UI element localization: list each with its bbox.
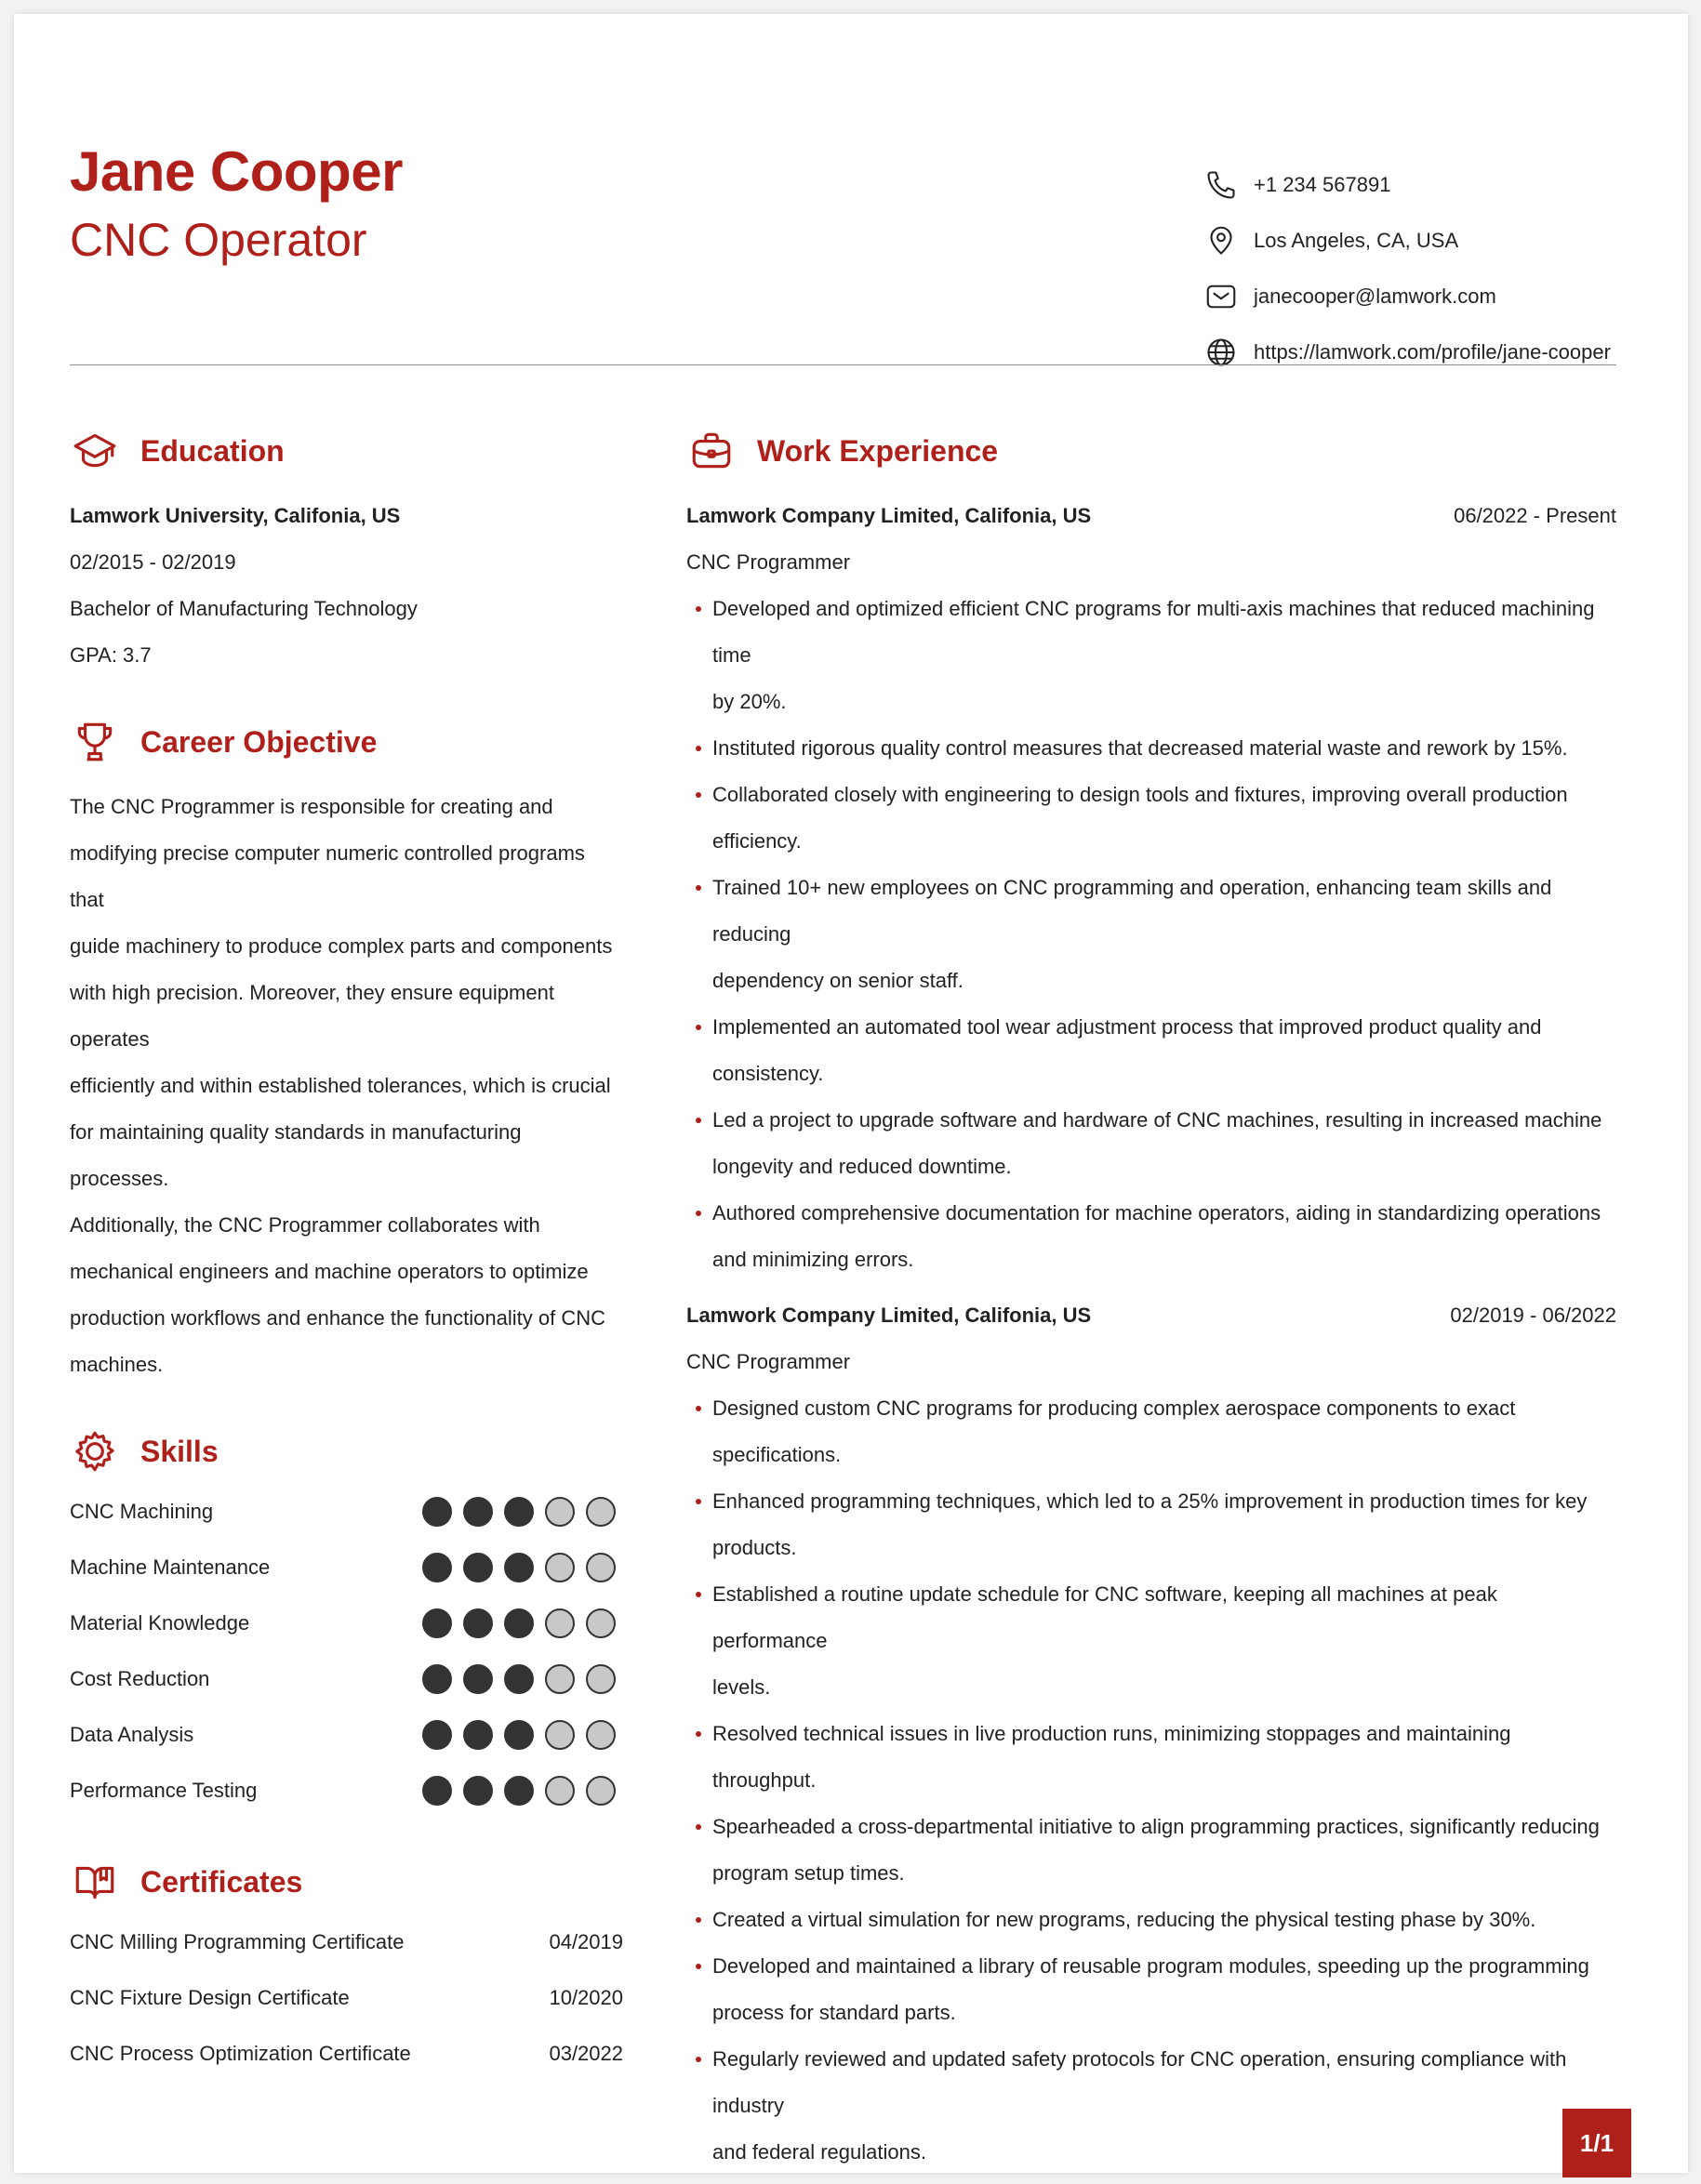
objective-line: Additionally, the CNC Programmer collaborates with [70, 1213, 540, 1237]
objective-line: efficiently and within established tolerances, which is crucial [70, 1074, 611, 1097]
certificate-date: 04/2019 [549, 1930, 623, 1953]
job-bullet [686, 725, 1616, 772]
job-bullets [686, 1385, 1616, 2176]
job-bullet-line: dependency on senior staff. [712, 969, 963, 992]
job-header [686, 493, 1616, 539]
candidate-title: CNC Operator [70, 214, 367, 266]
skill-name: Material Knowledge [70, 1611, 250, 1635]
skill-name: CNC Machining [70, 1500, 214, 1523]
education-degree: Bachelor of Manufacturing Technology [70, 597, 418, 620]
job-bullet-line: Trained 10+ new employees on CNC programming and operation, enhancing team skills and reducing [712, 876, 1552, 946]
graduation-cap-icon [70, 426, 120, 476]
rating-dot-filled [463, 1553, 493, 1582]
education-dates: 02/2015 - 02/2019 [70, 550, 236, 574]
skill-rating [422, 1553, 616, 1582]
certificate-row [70, 1970, 623, 2026]
skills-title: Skills [140, 1434, 219, 1468]
objective-line: modifying precise computer numeric controlled programs that [70, 841, 585, 911]
rating-dot-empty [545, 1497, 575, 1527]
job-bullet-line: longevity and reduced downtime. [712, 1155, 1012, 1178]
rating-dot-empty [545, 1608, 575, 1638]
candidate-name: Jane Cooper [70, 140, 403, 203]
certificate-name: CNC Fixture Design Certificate [70, 1986, 350, 2009]
skill-row [70, 1651, 623, 1707]
certificates-heading [70, 1854, 623, 1910]
skill-name: Performance Testing [70, 1779, 258, 1802]
contact-email-text[interactable]: janecooper@lamwork.com [1254, 285, 1496, 308]
page-indicator: 1/1 [1562, 2109, 1631, 2177]
contact-phone-text[interactable]: +1 234 567891 [1254, 173, 1391, 196]
trophy-icon [70, 717, 120, 767]
certificate-row [70, 1914, 623, 1970]
job-bullet-line: Developed and optimized efficient CNC programs for multi-axis machines that reduced machining time [712, 597, 1595, 667]
job-bullet [686, 1478, 1616, 1571]
job-bullet [686, 1190, 1616, 1283]
skill-rating [422, 1608, 616, 1638]
job-bullet-line: levels. [712, 1675, 771, 1699]
contact-location [1203, 213, 1640, 269]
rating-dot-filled [422, 1720, 452, 1750]
contact-list [1203, 157, 1640, 380]
job-bullet-line: consistency. [712, 1062, 824, 1085]
skill-rating [422, 1497, 616, 1527]
skill-row [70, 1763, 623, 1819]
rating-dot-empty [586, 1720, 616, 1750]
job-bullet-line: process for standard parts. [712, 2001, 956, 2024]
certificate-date: 03/2022 [549, 2042, 623, 2065]
job-bullet [686, 1097, 1616, 1190]
rating-dot-empty [586, 1608, 616, 1638]
objective-line: machines. [70, 1353, 164, 1376]
objective-line: guide machinery to produce complex parts and components [70, 934, 613, 958]
job-bullet [686, 772, 1616, 865]
skill-row [70, 1707, 623, 1763]
phone-icon [1203, 166, 1240, 204]
right-column [686, 423, 1616, 2176]
jobs-list [686, 493, 1616, 2176]
education-heading [70, 423, 623, 479]
job-entry [686, 493, 1616, 1283]
education-school: Lamwork University, Califonia, US [70, 504, 401, 527]
job-bullet-line: Implemented an automated tool wear adjustment process that improved product quality and [712, 1015, 1542, 1039]
rating-dot-empty [586, 1497, 616, 1527]
job-bullet [686, 1385, 1616, 1478]
header-divider [70, 364, 1616, 365]
rating-dot-filled [422, 1553, 452, 1582]
globe-icon [1203, 334, 1240, 371]
job-dates: 02/2019 - 06/2022 [1450, 1304, 1616, 1327]
objective-line: production workflows and enhance the functionality of CNC [70, 1306, 605, 1330]
job-bullet-line: Spearheaded a cross-departmental initiative to align programming practices, significantly reducing [712, 1815, 1600, 1838]
job-bullet-line: specifications. [712, 1443, 842, 1466]
job-header [686, 1292, 1616, 1339]
gear-icon [70, 1426, 120, 1476]
job-bullet [686, 2036, 1616, 2176]
contact-email [1203, 269, 1640, 324]
job-bullet [686, 1711, 1616, 1804]
objective-line: for maintaining quality standards in manufacturing processes. [70, 1120, 522, 1190]
contact-website [1203, 324, 1640, 380]
rating-dot-filled [504, 1608, 534, 1638]
rating-dot-empty [545, 1664, 575, 1694]
contact-website-text[interactable]: https://lamwork.com/profile/jane-cooper [1254, 340, 1611, 364]
rating-dot-filled [422, 1497, 452, 1527]
job-bullet-line: Resolved technical issues in live production runs, minimizing stoppages and maintaining throughput. [712, 1722, 1511, 1792]
certificate-date: 10/2020 [549, 1986, 623, 2009]
job-bullet [686, 1943, 1616, 2036]
job-bullet-line: products. [712, 1536, 797, 1559]
rating-dot-filled [463, 1497, 493, 1527]
skill-rating [422, 1664, 616, 1694]
skill-rating [422, 1776, 616, 1806]
skills-list [70, 1484, 623, 1819]
job-bullets [686, 586, 1616, 1283]
job-bullet-line: by 20%. [712, 690, 787, 713]
rating-dot-filled [463, 1664, 493, 1694]
rating-dot-filled [422, 1608, 452, 1638]
skill-row [70, 1540, 623, 1595]
objective-line: The CNC Programmer is responsible for creating and [70, 795, 553, 818]
open-book-icon [70, 1857, 120, 1907]
job-bullet [686, 1804, 1616, 1897]
rating-dot-empty [545, 1776, 575, 1806]
email-icon [1203, 278, 1240, 315]
rating-dot-filled [504, 1776, 534, 1806]
skill-rating [422, 1720, 616, 1750]
certificate-row [70, 2026, 623, 2082]
rating-dot-empty [586, 1776, 616, 1806]
job-bullet-line: Designed custom CNC programs for producing complex aerospace components to exact [712, 1396, 1516, 1420]
skills-heading [70, 1423, 623, 1479]
certificates-title: Certificates [140, 1864, 303, 1899]
left-column [70, 423, 623, 2082]
job-dates: 06/2022 - Present [1454, 504, 1616, 527]
job-bullet [686, 586, 1616, 725]
job-role: CNC Programmer [686, 550, 851, 574]
job-bullet-line: Authored comprehensive documentation for machine operators, aiding in standardizing operations [712, 1201, 1601, 1224]
job-bullet-line: program setup times. [712, 1861, 905, 1885]
contact-location-text: Los Angeles, CA, USA [1254, 229, 1459, 252]
job-bullet-line: Developed and maintained a library of reusable program modules, speeding up the programming [712, 1954, 1589, 1978]
education-gpa: GPA: 3.7 [70, 643, 152, 667]
rating-dot-filled [504, 1497, 534, 1527]
job-bullet [686, 1571, 1616, 1711]
job-company: Lamwork Company Limited, Califonia, US [686, 1304, 1092, 1327]
rating-dot-empty [586, 1553, 616, 1582]
briefcase-icon [686, 426, 737, 476]
work-title: Work Experience [757, 433, 999, 468]
job-bullet-line: Established a routine update schedule for CNC software, keeping all machines at peak performance [712, 1582, 1497, 1652]
work-heading [686, 423, 1616, 479]
job-bullet-line: efficiency. [712, 829, 802, 853]
resume-page [14, 14, 1688, 2173]
objective-line: with high precision. Moreover, they ensure equipment operates [70, 981, 554, 1051]
job-entry [686, 1292, 1616, 2176]
job-bullet-line: and federal regulations. [712, 2140, 926, 2164]
rating-dot-empty [545, 1553, 575, 1582]
rating-dot-empty [586, 1664, 616, 1694]
rating-dot-filled [463, 1776, 493, 1806]
job-bullet-line: Led a project to upgrade software and hardware of CNC machines, resulting in increased machine [712, 1108, 1602, 1132]
objective-heading [70, 714, 623, 770]
job-company: Lamwork Company Limited, Califonia, US [686, 504, 1092, 527]
certificate-name: CNC Milling Programming Certificate [70, 1930, 405, 1953]
certificate-name: CNC Process Optimization Certificate [70, 2042, 411, 2065]
rating-dot-filled [422, 1664, 452, 1694]
skill-row [70, 1595, 623, 1651]
location-pin-icon [1203, 222, 1240, 259]
rating-dot-filled [504, 1720, 534, 1750]
rating-dot-filled [463, 1720, 493, 1750]
objective-paragraph [70, 784, 623, 1388]
job-bullet-line: Regularly reviewed and updated safety protocols for CNC operation, ensuring compliance with industry [712, 2047, 1567, 2117]
rating-dot-filled [504, 1664, 534, 1694]
skill-name: Cost Reduction [70, 1667, 210, 1690]
job-bullet-line: Collaborated closely with engineering to design tools and fixtures, improving overall production [712, 783, 1568, 806]
skill-name: Machine Maintenance [70, 1555, 271, 1579]
skill-name: Data Analysis [70, 1723, 194, 1746]
job-bullet [686, 1897, 1616, 1943]
job-bullet-line: Enhanced programming techniques, which led to a 25% improvement in production times for key [712, 1489, 1588, 1513]
job-role: CNC Programmer [686, 1350, 851, 1373]
job-bullet [686, 865, 1616, 1004]
education-title: Education [140, 433, 285, 468]
job-bullet-line: Created a virtual simulation for new programs, reducing the physical testing phase by 30%. [712, 1908, 1536, 1931]
rating-dot-empty [545, 1720, 575, 1750]
job-bullet-line: and minimizing errors. [712, 1248, 914, 1271]
job-bullet [686, 1004, 1616, 1097]
objective-title: Career Objective [140, 724, 378, 759]
rating-dot-filled [463, 1608, 493, 1638]
rating-dot-filled [504, 1553, 534, 1582]
objective-line: mechanical engineers and machine operators to optimize [70, 1260, 589, 1283]
contact-phone [1203, 157, 1640, 213]
resume-header [70, 140, 403, 266]
rating-dot-filled [422, 1776, 452, 1806]
job-bullet-line: Instituted rigorous quality control measures that decreased material waste and rework by 15%. [712, 736, 1568, 760]
skill-row [70, 1484, 623, 1540]
